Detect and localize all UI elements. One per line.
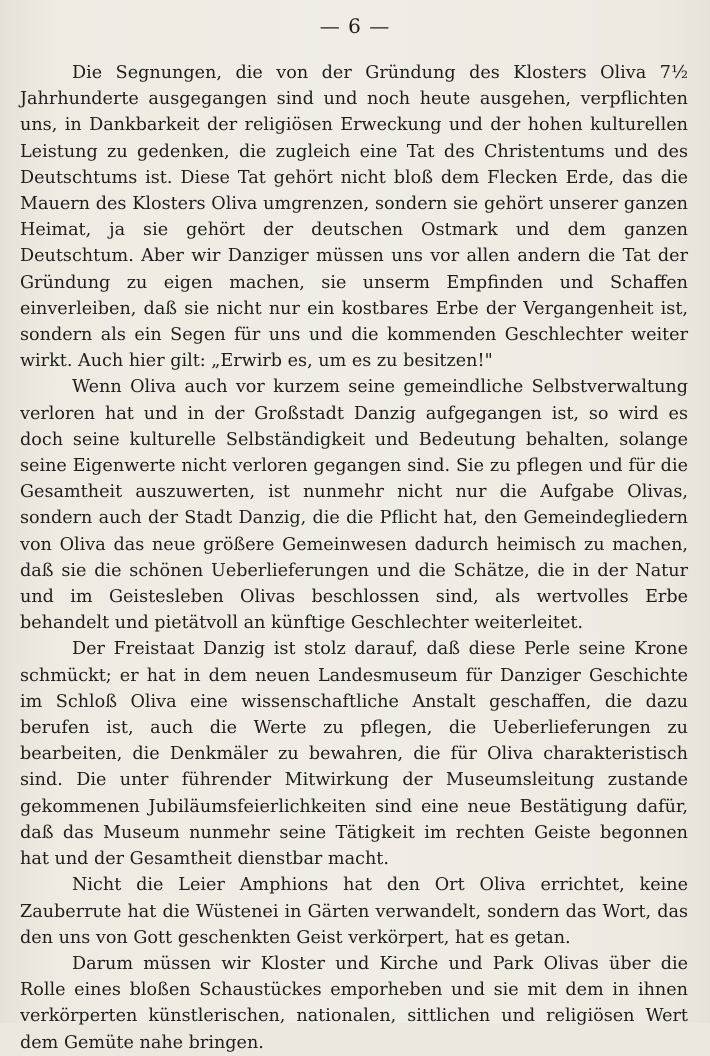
paragraph: Darum müssen wir Kloster und Kirche und Park Olivas über die Rolle eines bloßen Schaustückes emporheben und sie mit dem in ihnen verkörperten künstlerischen, nationalen, sittlichen und religiösen Wert dem Gemüte nahe bringen.	[20, 953, 688, 1053]
paragraph: Die Segnungen, die von der Gründung des Klosters Oliva 7½ Jahrhunderte ausgegangen sind und noch heute ausgehen, verpflichten uns, in Dankbarkeit der religiösen Erweckung und der hohen kulturellen Leistung zu gedenken, die zugleich eine Tat des Christentums und des Deutschtums ist. Diese Tat gehört nicht bloß dem Flecken Erde, das die Mauern des Klosters Oliva umgrenzen, sondern sie gehört unserer ganzen Heimat, ja sie gehört der deutschen Ostmark und dem ganzen Deutschtum. Aber wir Danziger müssen uns vor allen andern die Tat der Gründung zu eigen machen, sie unserm Empfinden und Schaffen einverleiben, daß sie nicht nur ein kostbares Erbe der Vergangenheit ist, sondern als ein Segen für uns und die kommenden Geschlechter weiter wirkt. Auch hier gilt: „Erwirb es, um es zu besitzen!"	[20, 63, 688, 372]
page-number: — 6 —	[319, 14, 391, 38]
paragraph: Der Freistaat Danzig ist stolz darauf, daß diese Perle seine Krone schmückt; er hat in dem neuen Landesmuseum für Danziger Geschichte im Schloß Oliva eine wissenschaftliche Anstalt geschaffen, die dazu berufen ist, auch die Werte zu pflegen, die Ueberlieferungen zu bearbeiten, die Denkmäler zu bewahren, die für Oliva charakteristisch sind. Die unter führender Mitwirkung der Museumsleitung zustande gekommenen Jubiläumsfeierlichkeiten sind eine neue Bestätigung dafür, daß das Museum nunmehr seine Tätigkeit im rechten Geiste begonnen hat und der Gesamtheit dienstbar macht.	[20, 639, 688, 870]
paragraph: Nicht die Leier Amphions hat den Ort Oliva errichtet, keine Zauberrute hat die Wüstenei in Gärten verwandelt, sondern das Wort, das den uns von Gott geschenkten Geist verkörpert, hat es getan.	[20, 875, 688, 948]
body-text	[20, 60, 688, 1056]
paragraph: Wenn Oliva auch vor kurzem seine gemeindliche Selbstverwaltung verloren hat und in der Großstadt Danzig aufgegangen ist, so wird es doch seine kulturelle Selbständigkeit und Bedeutung behalten, solange seine Eigenwerte nicht verloren gegangen sind. Sie zu pflegen und für die Gesamtheit auszuwerten, ist nunmehr nicht nur die Aufgabe Olivas, sondern auch der Stadt Danzig, die die Pflicht hat, den Gemeindegliedern von Oliva das neue größere Gemeinwesen dadurch heimisch zu machen, daß sie die schönen Ueberlieferungen und die Schätze, die in der Natur und im Geistesleben Olivas beschlossen sind, als wertvolles Erbe behandelt und pietätvoll an künftige Geschlechter weiterleitet.	[20, 377, 688, 634]
